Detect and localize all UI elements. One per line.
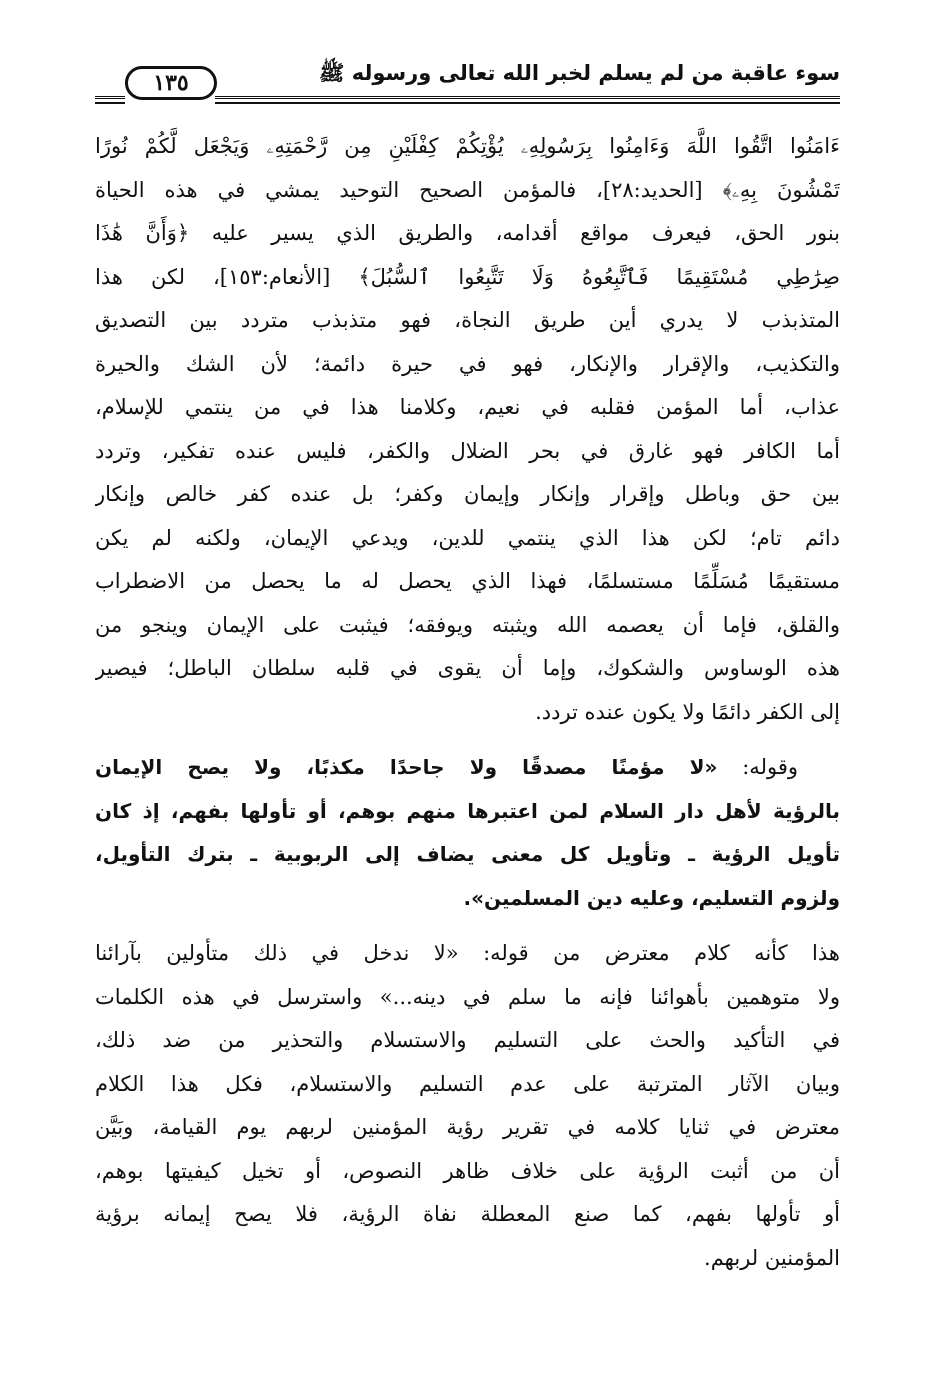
paragraph-2 [95, 746, 840, 920]
text-line: معترض في ثنايا كلامه في تقرير رؤية المؤمنين لربهم يوم القيامة، وبَيَّن [95, 1115, 840, 1139]
quoted-line: بالرؤية لأهل دار السلام لمن اعتبرها منهم بوهم، أو تأولها بفهم، إذ كان [95, 798, 840, 823]
text-line: دائم تام؛ لكن هذا الذي ينتمي للدين، ويدعي الإيمان، ولكنه لم يكن [95, 525, 840, 550]
text-line: صِرَٰطِي مُسْتَقِيمًا فَٱتَّبِعُوهُ وَلَا تَتَّبِعُوا ٱلسُّبُلَ﴾ [الأنعام:١٥٣]، لكن هذا [95, 264, 840, 289]
text-line: بنور الحق، فيعرف مواقع أقدامه، والطريق الذي يسير عليه ﴿وَأَنَّ هَٰذَا [95, 221, 840, 245]
text-line: بين حق وباطل وإقرار وإنكار وإيمان وكفر؛ بل عنده كفر خالص وإنكار [95, 482, 840, 506]
text-line: وبيان الآثار المترتبة على عدم التسليم والاستسلام، فكل هذا الكلام [95, 1071, 840, 1096]
quote-intro: وقوله: [717, 755, 798, 779]
text-line: هذه الوساوس والشكوك، وإما أن يقوى في قلبه سلطان الباطل؛ فيصير [95, 656, 840, 680]
text-line: في التأكيد والحث على التسليم والاستسلام والتحذير من ضد ذلك، [95, 1028, 840, 1052]
paragraph-gap [95, 734, 840, 746]
paragraph-1 [95, 125, 840, 734]
page-header [95, 58, 840, 106]
header-rule-left-bottom [95, 102, 125, 104]
text-line-first [95, 746, 840, 790]
header-rule [215, 96, 840, 99]
page-body [95, 125, 840, 1280]
text-line: ءَامَنُوا اتَّقُوا اللَّهَ وَءَامِنُوا بِرَسُولِهِۦ يُؤْتِكُمْ كِفْلَيْنِ مِن رَّحْمَتِهِۦ وَيَجْعَل لَّكُمْ نُورًا [95, 134, 840, 158]
text-line: ولا متوهمين بأهوائنا فإنه ما سلم في دينه...» واسترسل في هذه الكلمات [95, 984, 840, 1009]
header-rule-bottom [215, 102, 840, 104]
text-line: عذاب، أما المؤمن فقلبه في نعيم، وكلامنا هذا في من ينتمي للإسلام، [95, 395, 840, 419]
quoted-line: تأويل الرؤية ـ وتأويل كل معنى يضاف إلى الربوبية ـ بترك التأويل، [95, 842, 840, 866]
text-line: أما الكافر فهو غارق في بحر الضلال والكفر، فليس عنده تفكير، وتردد [95, 438, 840, 463]
text-line: المتذبذب لا يدري أين طريق النجاة، فهو متذبذب متردد بين التصديق [95, 308, 840, 332]
text-line: والتكذيب، والإقرار والإنكار، فهو في حيرة دائمة؛ لأن الشك والحيرة [95, 351, 840, 376]
paragraph-3 [95, 932, 840, 1280]
text-line: إلى الكفر دائمًا ولا يكون عنده تردد. [535, 699, 840, 724]
text-line: أو تأولها بفهم، كما صنع المعطلة نفاة الرؤية، فلا يصح إيمانه برؤية [95, 1202, 840, 1226]
text-line: تَمْشُونَ بِهِۦ﴾ [الحديد:٢٨]، فالمؤمن الصحيح التوحيد يمشي في هذه الحياة [95, 177, 840, 202]
quoted-text: «لا مؤمنًا مصدقًا ولا جاحدًا مكذبًا، ولا يصح الإيمان [95, 755, 718, 779]
text-line: هذا كأنه كلام معترض من قوله: «لا ندخل في ذلك متأولين بآرائنا [95, 941, 840, 965]
text-line: والقلق، فإما أن يعصمه الله ويثبته ويوفقه؛ فيثبت على الإيمان وينجو من [95, 612, 840, 637]
text-line: المؤمنين لربهم. [704, 1245, 840, 1270]
paragraph-gap [95, 920, 840, 932]
text-line: مستقيمًا مُسَلِّمًا مستسلمًا، فهذا الذي يحصل له ما يحصل من الاضطراب [95, 569, 840, 593]
running-title: سوء عاقبة من لم يسلم لخبر الله تعالى ورسوله ﷺ [319, 61, 840, 85]
header-rule-left [95, 96, 125, 99]
text-line: أن من أثبت الرؤية على خلاف ظاهر النصوص، أو تخيل كيفيتها بوهم، [95, 1158, 840, 1183]
page-number: ١٣٥ [125, 66, 217, 100]
quoted-line: ولزوم التسليم، وعليه دين المسلمين». [463, 885, 840, 910]
